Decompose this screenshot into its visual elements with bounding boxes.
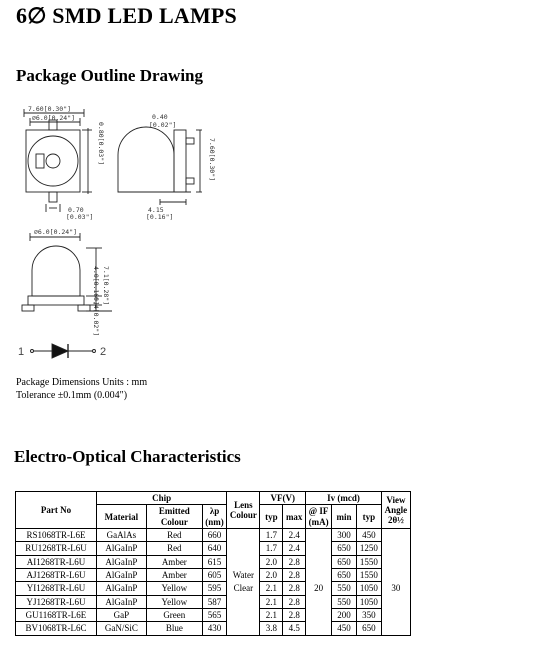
- table-cell: 200: [332, 609, 357, 622]
- front-h3-dim: 7.1[0.28"]: [102, 266, 110, 306]
- table-cell: 300: [332, 529, 357, 542]
- header-iv-min: min: [332, 505, 357, 529]
- table-cell: [306, 595, 332, 608]
- table-cell: 550: [332, 582, 357, 595]
- table-cell: 1.7: [260, 529, 283, 542]
- table-cell: 2.1: [260, 595, 283, 608]
- header-vf: VF(V): [260, 492, 306, 505]
- package-outline-drawing: [16, 100, 216, 370]
- table-cell: 650: [332, 555, 357, 568]
- electro-optical-heading: Electro-Optical Characteristics: [14, 447, 241, 466]
- table-row: [16, 542, 411, 555]
- table-row: [16, 609, 411, 622]
- lens-colour-value-1: Water: [227, 569, 260, 582]
- table-cell: RS1068TR-L6E: [16, 529, 97, 542]
- table-row: [16, 569, 411, 582]
- table-cell: 587: [202, 595, 226, 608]
- table-cell: 2.8: [283, 609, 306, 622]
- table-cell: 2.8: [283, 595, 306, 608]
- table-cell: [306, 542, 332, 555]
- table-cell: Amber: [146, 569, 202, 582]
- header-view-angle: View Angle 2θ½: [381, 492, 410, 529]
- table-cell: [227, 595, 260, 608]
- table-cell: BV1068TR-L6C: [16, 622, 97, 635]
- header-chip: Chip: [96, 492, 226, 505]
- header-vf-max: max: [283, 505, 306, 529]
- table-cell: 430: [202, 622, 226, 635]
- table-cell: [227, 542, 260, 555]
- table-cell: [306, 529, 332, 542]
- header-emitted-colour: Emitted Colour: [146, 505, 202, 529]
- table-cell: 4.5: [283, 622, 306, 635]
- table-cell: [306, 569, 332, 582]
- table-row: [16, 555, 411, 568]
- table-cell: GaP: [96, 609, 146, 622]
- table-cell: 650: [356, 622, 381, 635]
- side-view-drawing: [118, 127, 202, 205]
- table-cell: 550: [332, 595, 357, 608]
- header-vf-typ: typ: [260, 505, 283, 529]
- if-value: 20: [306, 582, 332, 595]
- table-cell: 565: [202, 609, 226, 622]
- table-cell: GaAlAs: [96, 529, 146, 542]
- table-cell: 1550: [356, 569, 381, 582]
- table-cell: [306, 555, 332, 568]
- lens-colour-cell: [227, 529, 260, 542]
- table-cell: Red: [146, 542, 202, 555]
- lead-gap-in-dim: [0.03"]: [66, 213, 94, 221]
- front-dia-dim: ∅6.0[0.24"]: [34, 228, 78, 236]
- side-lens-dim: 0.40: [152, 113, 168, 121]
- table-cell: [381, 569, 410, 582]
- table-cell: [306, 609, 332, 622]
- table-cell: AI1268TR-L6U: [16, 555, 97, 568]
- table-cell: 2.1: [260, 582, 283, 595]
- table-cell: AlGaInP: [96, 582, 146, 595]
- outline-heading: Package Outline Drawing: [16, 66, 203, 85]
- table-cell: YI1268TR-L6U: [16, 582, 97, 595]
- side-width-dim: 4.15: [148, 206, 164, 214]
- table-cell: 350: [356, 609, 381, 622]
- tolerance-note: Tolerance ±0.1mm (0.004"): [16, 390, 128, 401]
- table-cell: 605: [202, 569, 226, 582]
- table-cell: [381, 609, 410, 622]
- table-cell: YJ1268TR-L6U: [16, 595, 97, 608]
- side-lens-in-dim: [0.02"]: [149, 121, 177, 129]
- table-cell: 2.4: [283, 529, 306, 542]
- table-cell: AlGaInP: [96, 555, 146, 568]
- table-cell: [381, 622, 410, 635]
- table-cell: [381, 555, 410, 568]
- table-cell: 450: [332, 622, 357, 635]
- electro-optical-table: [15, 491, 411, 636]
- table-row: [16, 595, 411, 608]
- table-cell: 2.8: [283, 555, 306, 568]
- table-cell: [381, 542, 410, 555]
- front-h2-dim: 0.4[0.02"]: [92, 297, 100, 337]
- table-cell: 1250: [356, 542, 381, 555]
- table-cell: Amber: [146, 555, 202, 568]
- table-header-row-1: [16, 492, 411, 505]
- table-cell: [381, 529, 410, 542]
- front-h1-dim: 4.0[0.16"]: [92, 266, 100, 306]
- table-cell: [227, 622, 260, 635]
- table-cell: 2.4: [283, 542, 306, 555]
- table-cell: Yellow: [146, 582, 202, 595]
- header-lens-colour: Lens Colour: [227, 492, 260, 529]
- table-cell: 1050: [356, 595, 381, 608]
- table-cell: AlGaInP: [96, 542, 146, 555]
- diode-symbol: [30, 344, 96, 358]
- table-cell: RU1268TR-L6U: [16, 542, 97, 555]
- table-cell: AlGaInP: [96, 569, 146, 582]
- table-cell: 2.0: [260, 569, 283, 582]
- table-cell: Red: [146, 529, 202, 542]
- table-cell: 1.7: [260, 542, 283, 555]
- table-cell: 595: [202, 582, 226, 595]
- table-cell: [227, 555, 260, 568]
- table-cell: 650: [332, 569, 357, 582]
- top-height-dim: 0.80[0.03"]: [97, 122, 105, 166]
- table-cell: AJ1268TR-L6U: [16, 569, 97, 582]
- table-cell: 2.8: [283, 582, 306, 595]
- table-cell: GU1168TR-L6E: [16, 609, 97, 622]
- table-cell: 2.1: [260, 609, 283, 622]
- table-row: [16, 529, 411, 542]
- pin2-label: 2: [100, 346, 107, 358]
- pin1-label: 1: [18, 346, 25, 358]
- dimension-units-note: Package Dimensions Units : mm: [16, 377, 148, 388]
- header-iv: Iv (mcd): [306, 492, 382, 505]
- table-cell: Green: [146, 609, 202, 622]
- lead-gap-dim: 0.70: [68, 206, 84, 214]
- table-cell: 1550: [356, 555, 381, 568]
- table-cell: AlGaInP: [96, 595, 146, 608]
- table-cell: 2.8: [283, 569, 306, 582]
- lens-colour-value-2: Clear: [227, 582, 260, 595]
- table-cell: 3.8: [260, 622, 283, 635]
- table-row: [16, 582, 411, 595]
- table-cell: GaN/SiC: [96, 622, 146, 635]
- header-if: @ IF (mA): [306, 505, 332, 529]
- table-cell: 1050: [356, 582, 381, 595]
- table-cell: 615: [202, 555, 226, 568]
- header-lambda-p: λp (nm): [202, 505, 226, 529]
- table-row: [16, 622, 411, 635]
- table-cell: [306, 622, 332, 635]
- table-cell: 450: [356, 529, 381, 542]
- header-part-no: Part No: [16, 492, 97, 529]
- table-cell: [381, 595, 410, 608]
- header-iv-typ: typ: [356, 505, 381, 529]
- top-width-dim: 7.60[0.30"]: [28, 105, 72, 113]
- side-height-dim: 7.60[0.30"]: [208, 138, 216, 182]
- table-cell: Yellow: [146, 595, 202, 608]
- table-cell: [227, 609, 260, 622]
- table-cell: Blue: [146, 622, 202, 635]
- page-title: 6∅ SMD LED LAMPS: [16, 3, 237, 28]
- table-cell: 660: [202, 529, 226, 542]
- header-material: Material: [96, 505, 146, 529]
- top-view-drawing: [24, 109, 92, 212]
- table-cell: 2.0: [260, 555, 283, 568]
- table-cell: 650: [332, 542, 357, 555]
- view-angle-value: 30: [381, 582, 410, 595]
- top-dia-dim: ∅6.0[0.24"]: [32, 114, 76, 122]
- side-width-in-dim: [0.16"]: [146, 213, 174, 221]
- table-cell: 640: [202, 542, 226, 555]
